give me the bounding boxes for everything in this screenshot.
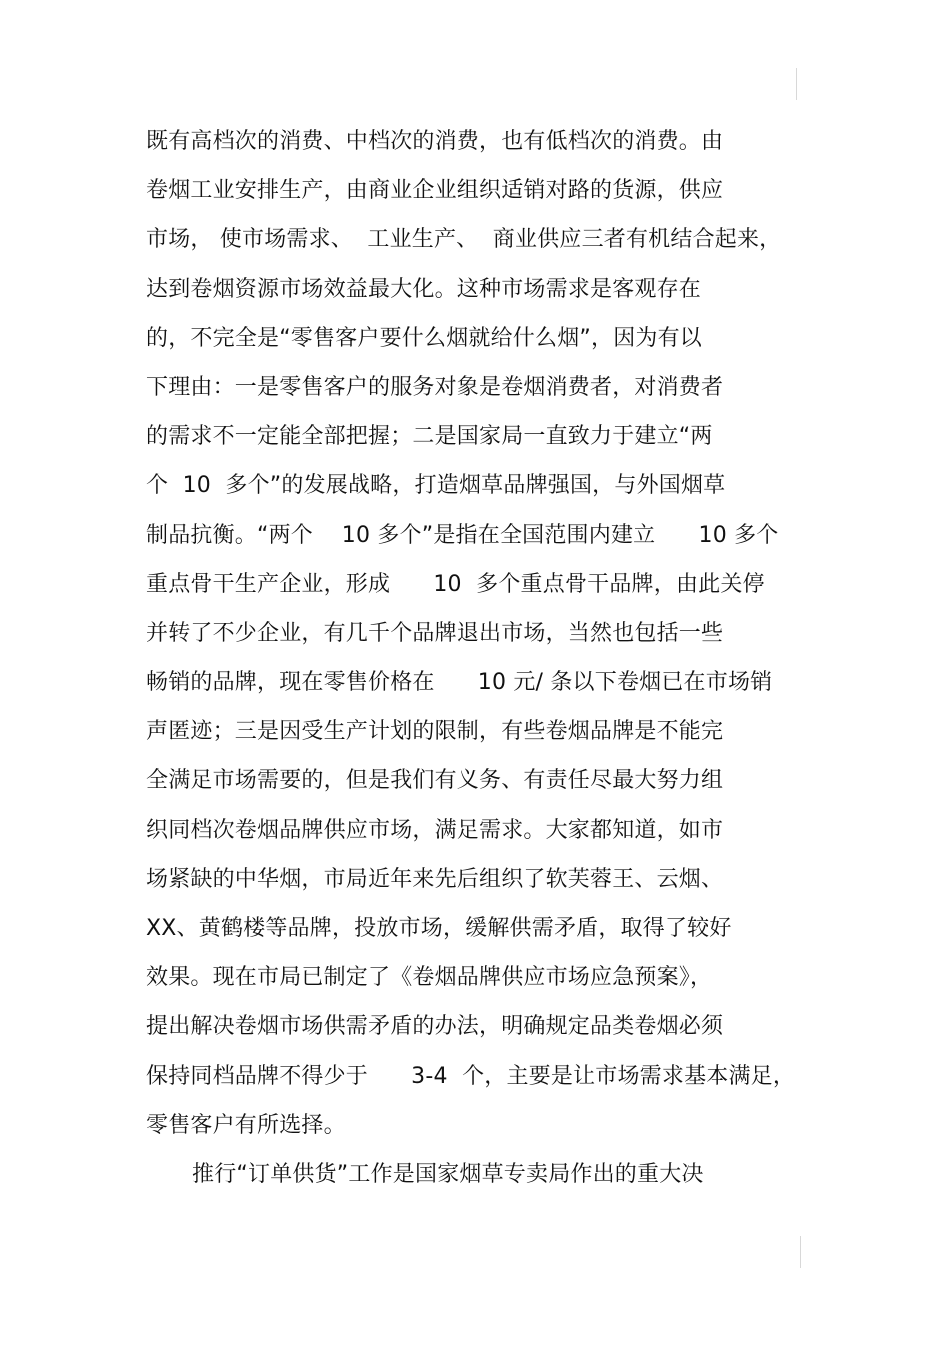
text-line: 保持同档品牌不得少于 3-4 个，主要是让市场需求基本满足， [146,1063,796,1089]
text-line: 制品抗衡。“两个 10 多个”是指在全国范围内建立 10 多个 [146,522,779,548]
text-line: 市场， 使市场需求、 工业生产、 商业供应三者有机结合起来， [146,227,782,253]
text-line: 下理由：一是零售客户的服务对象是卷烟消费者，对消费者 [146,374,724,400]
text-line: 场紧缺的中华烟，市局近年来先后组织了软芙蓉王、云烟、 [146,866,724,892]
page-corner-mark-bottom [800,1236,801,1268]
text-line: 织同档次卷烟品牌供应市场，满足需求。大家都知道，如市 [146,817,724,843]
text-line: 提出解决卷烟市场供需矛盾的办法，明确规定品类卷烟必须 [146,1014,724,1040]
text-line: 的，不完全是“零售客户要什么烟就给什么烟”，因为有以 [146,325,702,351]
text-line: 重点骨干生产企业，形成 10 多个重点骨干品牌，由此关停 [146,571,765,597]
text-line: 声匿迹；三是因受生产计划的限制，有些卷烟品牌是不能完 [146,719,724,745]
text-line: 的需求不一定能全部把握；二是国家局一直致力于建立“两 [146,424,713,450]
text-line: 畅销的品牌，现在零售价格在 10 元/ 条以下卷烟已在市场销 [146,670,773,696]
text-line: XX、黄鹤楼等品牌，投放市场，缓解供需矛盾，取得了较好 [146,916,732,941]
text-line: 并转了不少企业，有几千个品牌退出市场，当然也包括一些 [146,620,724,646]
page-corner-mark-top [796,68,797,100]
text-line: 卷烟工业安排生产，由商业企业组织适销对路的货源，供应 [146,178,724,204]
text-line: 达到卷烟资源市场效益最大化。这种市场需求是客观存在 [146,276,702,302]
text-line: 个 10 多个”的发展战略，打造烟草品牌强国，与外国烟草 [146,473,726,499]
body-text [146,124,846,1206]
paragraph-start-line: 推行“订单供货”工作是国家烟草专卖局作出的重大决 [192,1161,704,1187]
text-line: 零售客户有所选择。 [146,1112,346,1138]
text-line: 全满足市场需要的，但是我们有义务、有责任尽最大努力组 [146,768,724,794]
text-line: 效果。现在市局已制定了《卷烟品牌供应市场应急预案》， [146,965,713,991]
text-line: 既有高档次的消费、中档次的消费，也有低档次的消费。由 [146,129,724,154]
